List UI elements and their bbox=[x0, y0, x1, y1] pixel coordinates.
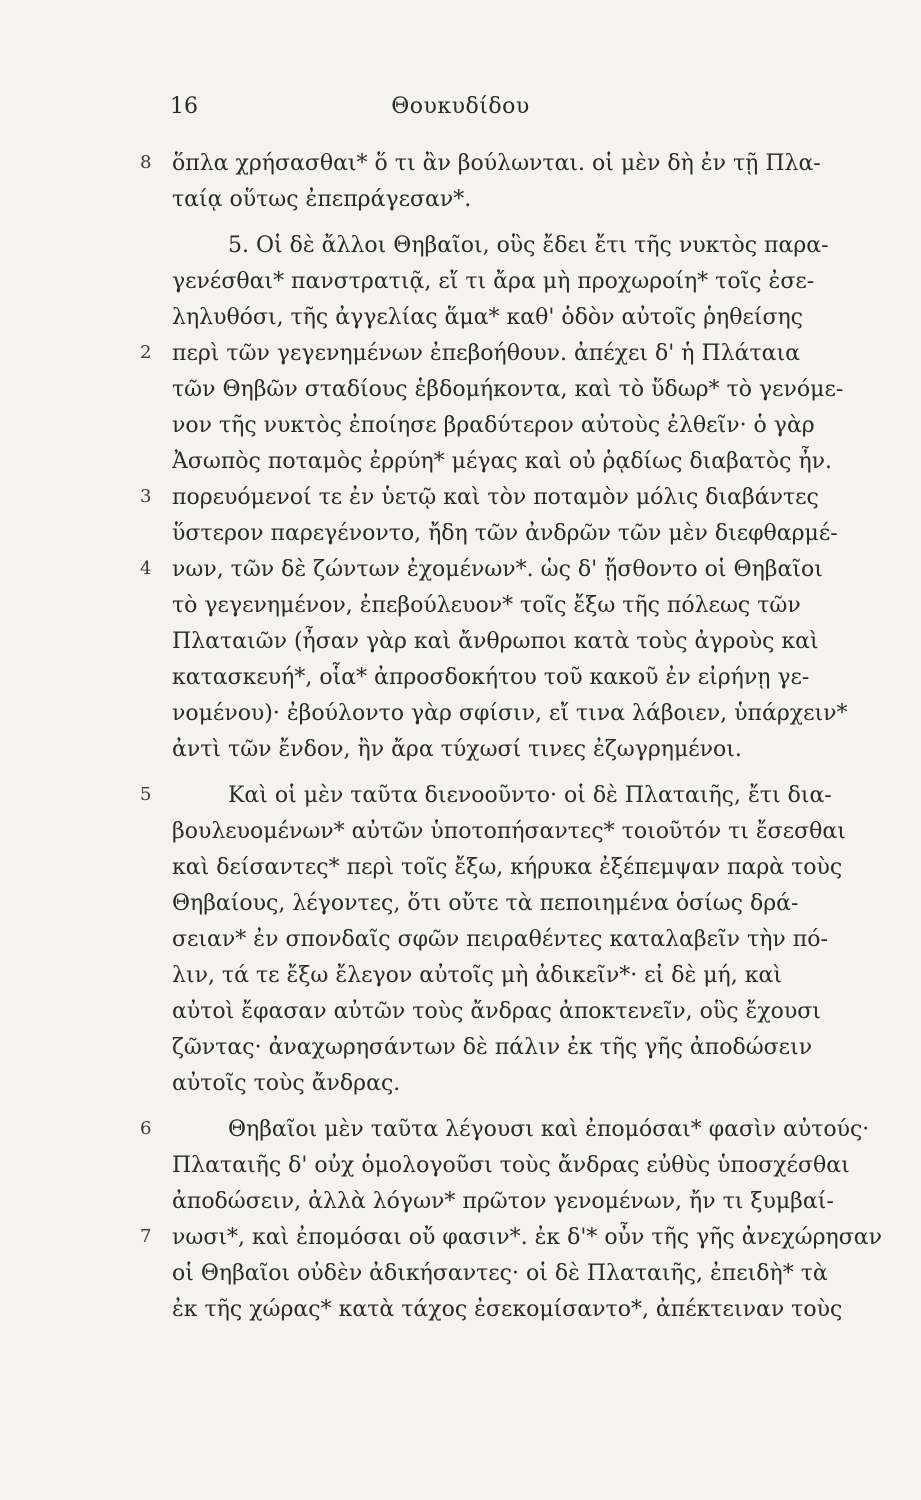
line-text: νομένου)· ἐβούλοντο γὰρ σφίσιν, εἴ τινα λάβοιεν, ὑπάρχειν* bbox=[172, 701, 848, 726]
line-text: 5. Οἱ δὲ ἄλλοι Θηβαῖοι, οὓς ἔδει ἔτι τῆς νυκτὸς παρα- bbox=[228, 233, 829, 258]
body-text bbox=[0, 148, 921, 1330]
line-text: ὅπλα χρήσασθαι* ὅ τι ἂν βούλωνται. οἱ μὲν δὴ ἐν τῇ Πλα- bbox=[172, 151, 821, 176]
text-line bbox=[0, 554, 921, 590]
text-line bbox=[0, 482, 921, 518]
line-text: κατασκευή*, οἷα* ἀπροσδοκήτου τοῦ κακοῦ ἐν εἰρήνῃ γε- bbox=[172, 665, 810, 690]
text-line bbox=[0, 1294, 921, 1330]
text-line bbox=[0, 266, 921, 302]
text-line bbox=[0, 888, 921, 924]
text-line bbox=[0, 410, 921, 446]
text-line bbox=[0, 1104, 921, 1150]
line-text: νωσι*, καὶ ἐπομόσαι οὔ φασιν*. ἐκ δ'* οὖν τῆς γῆς ἀνεχώρησαν bbox=[172, 1225, 882, 1250]
line-text: βουλευομένων* αὐτῶν ὑποτοπήσαντες* τοιοῦτόν τι ἔσεσθαι bbox=[172, 819, 846, 844]
text-line bbox=[0, 184, 921, 220]
text-line bbox=[0, 662, 921, 698]
text-line bbox=[0, 924, 921, 960]
line-text: ἐκ τῆς χώρας* κατὰ τάχος ἐσεκομίσαντο*, ἀπέκτειναν τοὺς bbox=[172, 1297, 843, 1322]
line-text: ὕστερον παρεγένοντο, ἤδη τῶν ἀνδρῶν τῶν μὲν διεφθαρμέ- bbox=[172, 521, 838, 546]
text-line bbox=[0, 734, 921, 770]
line-number: 2 bbox=[140, 342, 152, 363]
running-title: Θουκυδίδου bbox=[391, 94, 530, 119]
line-text: ἀποδώσειν, ἀλλὰ λόγων* πρῶτον γενομένων, ἤν τι ξυμβαί- bbox=[172, 1189, 834, 1214]
text-line bbox=[0, 770, 921, 816]
page-number: 16 bbox=[170, 94, 198, 119]
text-line bbox=[0, 1150, 921, 1186]
line-text: νων, τῶν δὲ ζώντων ἐχομένων*. ὡς δ' ᾔσθοντο οἱ Θηβαῖοι bbox=[172, 557, 823, 582]
line-number: 5 bbox=[140, 784, 152, 805]
text-line bbox=[0, 1222, 921, 1258]
line-text: τῶν Θηβῶν σταδίους ἑβδομήκοντα, καὶ τὸ ὕδωρ* τὸ γενόμε- bbox=[172, 377, 844, 402]
text-line bbox=[0, 338, 921, 374]
text-line bbox=[0, 446, 921, 482]
line-text: Θηβαίους, λέγοντες, ὅτι οὔτε τὰ πεποιημένα ὁσίως δρά- bbox=[172, 891, 799, 916]
line-number: 8 bbox=[140, 152, 152, 173]
line-number: 7 bbox=[140, 1226, 152, 1247]
line-text: σειαν* ἐν σπονδαῖς σφῶν πειραθέντες καταλαβεῖν τὴν πό- bbox=[172, 927, 828, 952]
line-text: οἱ Θηβαῖοι οὐδὲν ἀδικήσαντες· οἱ δὲ Πλαταιῆς, ἐπειδὴ* τὰ bbox=[172, 1261, 828, 1286]
text-line bbox=[0, 518, 921, 554]
line-text: Πλαταιῶν (ἦσαν γὰρ καὶ ἄνθρωποι κατὰ τοὺς ἀγροὺς καὶ bbox=[172, 629, 819, 654]
text-line bbox=[0, 374, 921, 410]
text-line bbox=[0, 1186, 921, 1222]
line-text: γενέσθαι* πανστρατιᾷ, εἴ τι ἄρα μὴ προχωροίη* τοῖς ἐσε- bbox=[172, 269, 815, 294]
line-text: αὐτοῖς τοὺς ἄνδρας. bbox=[172, 1071, 401, 1096]
text-line bbox=[0, 220, 921, 266]
text-line bbox=[0, 1032, 921, 1068]
text-line bbox=[0, 698, 921, 734]
line-text: νον τῆς νυκτὸς ἐποίησε βραδύτερον αὐτοὺς ἐλθεῖν· ὁ γὰρ bbox=[172, 413, 815, 438]
line-text: Ἀσωπὸς ποταμὸς ἐρρύη* μέγας καὶ οὐ ῥᾳδίως διαβατὸς ἦν. bbox=[172, 449, 833, 474]
text-line bbox=[0, 590, 921, 626]
text-line bbox=[0, 996, 921, 1032]
text-line bbox=[0, 148, 921, 184]
text-line bbox=[0, 960, 921, 996]
line-text: ζῶντας· ἀναχωρησάντων δὲ πάλιν ἐκ τῆς γῆς ἀποδώσειν bbox=[172, 1035, 813, 1060]
line-text: ταίᾳ οὕτως ἐπεπράγεσαν*. bbox=[172, 187, 472, 212]
line-text: τὸ γεγενημένον, ἐπεβούλευον* τοῖς ἔξω τῆς πόλεως τῶν bbox=[172, 593, 801, 618]
line-text: Θηβαῖοι μὲν ταῦτα λέγουσι καὶ ἐπομόσαι* φασὶν αὐτούς· bbox=[228, 1117, 870, 1142]
page-header bbox=[0, 94, 921, 128]
line-text: αὐτοὶ ἔφασαν αὐτῶν τοὺς ἄνδρας ἀποκτενεῖν, οὓς ἔχουσι bbox=[172, 999, 821, 1024]
line-number: 4 bbox=[140, 558, 152, 579]
line-number: 6 bbox=[140, 1118, 152, 1139]
line-text: λιν, τά τε ἔξω ἔλεγον αὐτοῖς μὴ ἀδικεῖν*· εἰ δὲ μή, καὶ bbox=[172, 963, 782, 988]
line-text: περὶ τῶν γεγενημένων ἐπεβοήθουν. ἀπέχει δ' ἡ Πλάταια bbox=[172, 341, 800, 366]
text-line bbox=[0, 1068, 921, 1104]
line-text: Καὶ οἱ μὲν ταῦτα διενοοῦντο· οἱ δὲ Πλαταιῆς, ἔτι δια- bbox=[228, 783, 832, 808]
line-text: πορευόμενοί τε ἐν ὑετῷ καὶ τὸν ποταμὸν μόλις διαβάντες bbox=[172, 485, 819, 510]
line-text: ἀντὶ τῶν ἔνδον, ἢν ἄρα τύχωσί τινες ἐζωγρημένοι. bbox=[172, 737, 742, 762]
line-text: καὶ δείσαντες* περὶ τοῖς ἔξω, κήρυκα ἐξέπεμψαν παρὰ τοὺς bbox=[172, 855, 843, 880]
text-line bbox=[0, 1258, 921, 1294]
line-text: Πλαταιῆς δ' οὐχ ὁμολογοῦσι τοὺς ἄνδρας εὐθὺς ὑποσχέσθαι bbox=[172, 1153, 850, 1178]
line-number: 3 bbox=[140, 486, 152, 507]
text-line bbox=[0, 626, 921, 662]
text-line bbox=[0, 302, 921, 338]
text-line bbox=[0, 852, 921, 888]
text-line bbox=[0, 816, 921, 852]
line-text: ληλυθόσι, τῆς ἀγγελίας ἅμα* καθ' ὁδὸν αὐτοῖς ῥηθείσης bbox=[172, 305, 804, 330]
